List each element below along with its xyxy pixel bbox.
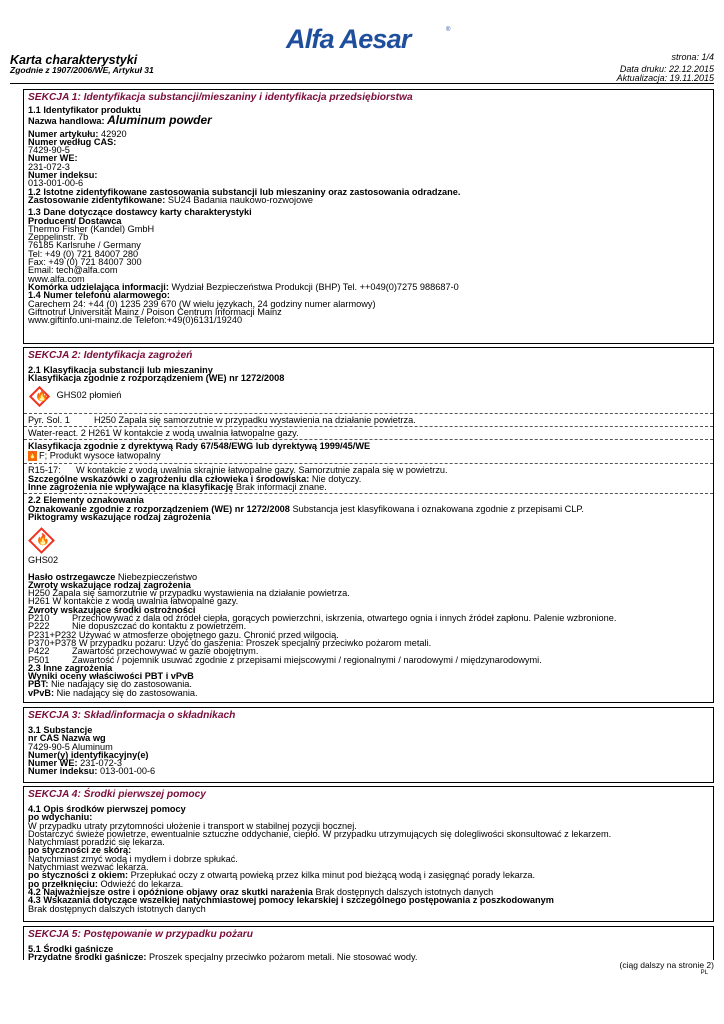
inhalation-line: Natychmiast poradzić się lekarza. <box>28 837 165 848</box>
p370-row: P370+P378 W przypadku pożaru: Użyć do gaszenia: Proszek specjalny przeciwko pożarom metali. <box>28 637 432 648</box>
section-1-body <box>28 106 709 324</box>
address-line: Email: tech@alfa.com <box>28 265 118 276</box>
s4-2-value: Brak dostępnych dalszych istotnych danych <box>315 886 494 897</box>
s5-1-heading: 5.1 Środki gaśnicze <box>28 944 114 954</box>
eye-label: po styczności z okiem: <box>28 870 129 881</box>
alfa-aesar-logo <box>286 26 451 52</box>
section-2-title: SEKCJA 2: Identyfikacja zagrożeń <box>28 350 193 361</box>
index-label: Numer indeksu: <box>28 170 98 181</box>
directive-classification-label: Klasyfikacja zgodnie z dyrektywą Rady 67/548/EWG lub dyrektywą 1999/45/WE <box>28 441 371 452</box>
inhalation-label: po wdychaniu: <box>28 812 93 823</box>
special-hazard-label: Szczególne wskazówki o zagrożeniu dla człowieka i środowiska: <box>28 473 310 484</box>
cas-label: Numer według CAS: <box>28 136 117 147</box>
pyr-sol-text: H250 Zapala się samorzutnie w przypadku wystawienia na działanie powietrza. <box>94 414 416 425</box>
s3-1-heading: 3.1 Substancje <box>28 725 93 735</box>
p222-code: P222 <box>28 621 50 632</box>
vpvb-row <box>28 689 709 697</box>
other-hazard-label: Inne zagrożenia nie wpływające na klasyfikację <box>28 482 234 493</box>
trade-name-label: Nazwa handlowa: <box>28 116 105 127</box>
p501-row <box>28 656 709 664</box>
f-flammable-row <box>28 451 709 461</box>
s4-1-heading: 4.1 Opis środków pierwszej pomocy <box>28 804 186 814</box>
ghs02-large-flame-icon: 🔥 <box>28 527 54 553</box>
section-5 <box>23 926 714 963</box>
trade-name-value: Aluminum powder <box>107 113 212 128</box>
s1-2-heading: 1.2 Istotne zidentyfikowane zastosowania substancji lub mieszaniny oraz zastosowania odradzane. <box>28 186 461 197</box>
signal-word-label: Hasło ostrzegawcze <box>28 571 116 582</box>
registered-mark: ® <box>446 27 451 33</box>
dashed-divider <box>24 493 713 494</box>
address-block <box>28 225 709 283</box>
ghs02-label: GHS02 płomień <box>56 390 122 401</box>
p222-text: Nie dopuszczać do kontaktu z powietrzem. <box>72 621 247 632</box>
clp-classification-label: Klasyfikacja zgodnie z rozporządzeniem (WE) nr 1272/2008 <box>28 373 285 384</box>
address-line: Tel: +49 (0) 721 84007 280 <box>28 248 139 259</box>
r-phrase-text: W kontakcie z wodą uwalnia skrajnie łatwopalne gazy. Samorzutnie zapala się w powietrzu. <box>76 465 448 476</box>
section-3-body <box>28 726 709 776</box>
flammable-icon: 🔥 <box>28 452 37 460</box>
s1-3-heading: 1.3 Dane dotyczące dostawcy karty charakterystyki <box>28 207 252 218</box>
hazard-statements-label: Zwroty wskazujące rodzaj zagrożenia <box>28 579 191 590</box>
section-4-body <box>28 805 709 913</box>
ghs02-row <box>28 385 709 409</box>
header-divider <box>10 83 714 84</box>
address-line: www.alfa.com <box>28 273 85 284</box>
ghs02-flame-icon: 🔥 <box>28 385 50 407</box>
extinguishing-value: Proszek specjalny przeciwko pożarom metali. Nie stosować wody. <box>149 952 418 963</box>
swallow-label: po przełknięciu: <box>28 878 98 889</box>
section-5-title: SEKCJA 5: Postępowanie w przypadku pożaru <box>28 929 253 940</box>
section-1 <box>23 89 714 344</box>
section-4-title: SEKCJA 4: Środki pierwszej pomocy <box>28 789 206 800</box>
address-line: 76185 Karlsruhe / Germany <box>28 240 141 251</box>
water-react-row: Water-react. 2 H261 W kontakcie z wodą uwalnia łatwopalne gazy. <box>28 427 299 438</box>
identified-use-label: Zastosowanie zidentyfikowane: <box>28 194 166 205</box>
s3-index-value: 013-001-00-6 <box>100 766 156 777</box>
p422-code: P422 <box>28 646 50 657</box>
s4-2-label: 4.2 Najważniejsze ostre i opóźnione objawy oraz skutki narażenia <box>28 886 313 897</box>
dashed-divider <box>24 426 713 427</box>
address-line: Fax: +49 (0) 721 84007 300 <box>28 257 142 268</box>
labelling-value: Substancja jest klasyfikowana i oznakowana zgodnie z przepisami CLP. <box>292 503 584 514</box>
r-phrase-code: R15-17: <box>28 465 61 476</box>
s2-1-heading: 2.1 Klasyfikacja substancji lub mieszaniny <box>28 365 213 375</box>
precaution-statements-label: Zwroty wskazujące środki ostrożności <box>28 604 196 615</box>
we-value: 231-072-3 <box>28 161 70 172</box>
vpvb-label: vPvB: <box>28 687 55 698</box>
cas-value: 7429-90-5 <box>28 145 70 156</box>
cas-name-line: 7429-90-5 Aluminum <box>28 741 113 752</box>
pictograms-label: Piktogramy wskazujące rodzaj zagrożenia <box>28 511 211 522</box>
other-hazard-row <box>28 483 709 491</box>
dashed-divider <box>24 439 713 440</box>
emergency-line: www.giftinfo.uni-mainz.de Telefon:+49(0)6131/19240 <box>28 315 243 326</box>
section-2-body <box>28 366 709 697</box>
s1-1-heading: 1.1 Identyfikator produktu <box>28 105 141 115</box>
hazard-statement: H250 Zapala się samorzutnie w przypadku wystawienia na działanie powietrza. <box>28 588 350 599</box>
pyr-sol-code: Pyr. Sol. 1 <box>28 414 70 425</box>
print-date: Data druku: 22.12.2015 <box>619 64 714 74</box>
info-dept-value: Wydział Bezpieczeństwa Produkcji (BHP) Tel. ++049(0)7275 988687-0 <box>171 281 459 292</box>
page-number: strona: 1/4 <box>671 52 714 62</box>
p501-text: Zawartość / pojemnik usuwać zgodnie z przepisami miejscowymi / regionalnymi / narodowymi / międzynarodowymi. <box>72 654 542 665</box>
pyr-sol-row <box>28 416 709 424</box>
info-dept-label: Komórka udzielająca informacji: <box>28 281 169 292</box>
section-3 <box>23 707 714 783</box>
identifiers-label: Numer(y) identyfikacyjny(e) <box>28 749 149 760</box>
p210-code: P210 <box>28 613 50 624</box>
extinguishing-label: Przydatne środki gaśnicze: <box>28 952 147 963</box>
eye-value: Przepłukać oczy z otwartą powieką przez kilka minut pod bieżącą wodą i zasięgnąć porady lekarza. <box>130 870 536 881</box>
s3-index-row <box>28 767 709 775</box>
s3-index-label: Numer indeksu: <box>28 766 98 777</box>
section-5-body <box>28 945 709 962</box>
address-line: Thermo Fisher (Kandel) GmbH <box>28 223 155 234</box>
s2-3-heading: 2.3 Inne zagrożenia <box>28 662 113 673</box>
vpvb-value: Nie nadający się do zastosowania. <box>56 687 198 698</box>
identified-use-row <box>28 196 709 204</box>
other-hazard-value: Brak informacji znane. <box>235 482 327 493</box>
special-hazard-value: Nie dotyczy. <box>311 473 362 484</box>
s3-we-value: 231-072-3 <box>80 758 122 769</box>
inhalation-line: W przypadku utraty przytomności ułożenie i transport w stabilnej pozycji bocznej. <box>28 820 357 831</box>
dashed-divider <box>24 463 713 464</box>
pbt-label: PBT: <box>28 679 49 690</box>
brand-name: Alfa Aesar <box>286 24 411 54</box>
section-4 <box>23 786 714 922</box>
document-subtitle: Zgodnie z 1907/2006/WE, Artykuł 31 <box>10 65 154 75</box>
ghs02-pictogram <box>28 527 709 553</box>
s4-3-value: Brak dostępnych dalszych istotnych danych <box>28 903 206 914</box>
s2-2-heading: 2.2 Elementy oznakowania <box>28 495 144 506</box>
producer-label: Producent/ Dostawca <box>28 215 122 226</box>
article-row <box>28 130 709 138</box>
s1-4-heading: 1.4 Numer telefonu alarmowego: <box>28 290 170 301</box>
emergency-line: Giftnotruf Universität Mainz / Poison Centrum Informacji Mainz <box>28 306 282 317</box>
pbt-value: Nie nadający się do zastosowania. <box>50 679 192 690</box>
article-label: Numer artykułu: <box>28 128 99 139</box>
inhalation-line: Dostarczyć świeże powietrze, ewentualnie sztuczne oddychanie, ciepło. W przypadku utrzymujących się dolegliwości skonsultować z lekarzem. <box>28 828 612 839</box>
p231-row: P231+P232 Używać w atmosferze obojętnego gazu. Chronić przed wilgocią. <box>28 629 339 640</box>
trade-name-row <box>28 113 709 128</box>
we-label: Numer WE: <box>28 153 78 164</box>
extinguishing-row <box>28 953 709 961</box>
pbt-heading: Wyniki oceny właściwości PBT i vPvB <box>28 671 194 682</box>
skin-line: Natychmiast zmyć wodą i mydłem i dobrze spłukać. <box>28 853 238 864</box>
index-value: 013-001-00-6 <box>28 178 84 189</box>
f-flammable-label: F; Produkt wysoce łatwopalny <box>39 450 161 461</box>
s3-we-label: Numer WE: <box>28 758 78 769</box>
emergency-line: Carechem 24: +44 (0) 1235 239 670 (W wielu językach, 24 godziny numer alarmowy) <box>28 298 376 309</box>
p210-text: Przechowywać z dala od źródeł ciepła, gorących powierzchni, iskrzenia, otwartego ognia i innych źródeł zapłonu. Palenie wzbronione. <box>72 613 617 624</box>
p501-code: P501 <box>28 654 50 665</box>
section-1-title: SEKCJA 1: Identyfikacja substancji/mieszaniny i identyfikacja przedsiębiorstwa <box>28 92 413 103</box>
signal-word-value: Niebezpieczeństwo <box>117 571 198 582</box>
dashed-divider <box>24 413 713 414</box>
continued-note: (ciąg dalszy na stronie 2) <box>619 960 714 970</box>
cas-name-heading: nr CAS Nazwa wg <box>28 733 106 744</box>
swallow-value: Odwieźć do lekarza. <box>100 878 184 889</box>
address-line: Zeppelinstr. 7b <box>28 232 89 243</box>
article-value: 42920 <box>101 128 127 139</box>
skin-line: Natychmiast wezwać lekarza. <box>28 862 149 873</box>
language-code: PL <box>700 970 708 976</box>
p422-text: Zawartość przechowywać w gazie obojętnym. <box>72 646 259 657</box>
hazard-statement: H261 W kontakcie z wodą uwalnia łatwopalne gazy. <box>28 596 239 607</box>
s4-3-heading: 4.3 Wskazania dotyczące wszelkiej natychmiastowej pomocy lekarskiej i szczególnego postępowania z poszkodowanym <box>28 895 554 906</box>
document-title: Karta charakterystyki <box>10 53 138 67</box>
labelling-label: Oznakowanie zgodnie z rozporządzeniem (WE) nr 1272/2008 <box>28 503 290 514</box>
section-2 <box>23 347 714 703</box>
skin-label: po styczności ze skórą: <box>28 845 132 856</box>
ghs02-caption: GHS02 <box>28 555 59 566</box>
section-3-title: SEKCJA 3: Skład/informacja o składnikach <box>28 710 236 721</box>
identified-use-value: SU24 Badania naukowo-rozwojowe <box>167 194 313 205</box>
update-date: Aktualizacja: 19.11.2015 <box>616 73 714 83</box>
